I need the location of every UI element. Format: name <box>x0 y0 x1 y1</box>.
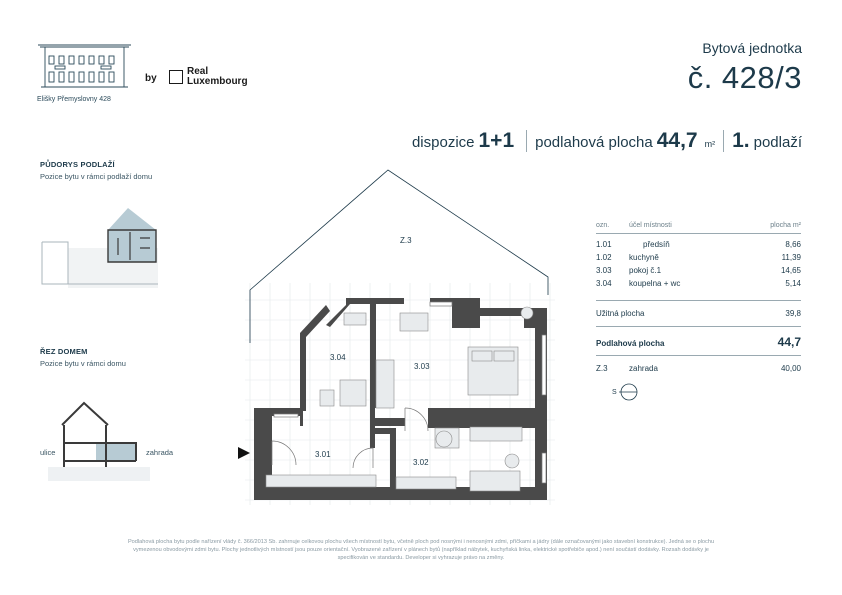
footer-line: vymezenou obvodovými zdmi bytu. Plochy jednotlivých místností jsou pouze orientační. Vyobrazené zařízení v plánech bytů (například nábytek, kuchyňská linka, elektrické spotřebiče apod.) není součástí dodávky. Rozsah dodávky je <box>133 547 709 553</box>
section-label-garden: zahrada <box>146 448 174 457</box>
unit-number: č. 428/3 <box>687 60 802 95</box>
room-area: 5,14 <box>785 279 801 288</box>
plan-label-3-01: 3.01 <box>315 450 331 459</box>
section-subtitle: Pozice bytu v rámci domu <box>40 359 126 368</box>
project-name: Elišky Přemyslovny 428 <box>37 96 111 103</box>
room-id: 3.04 <box>596 279 612 288</box>
podlazi-label: podlaží <box>753 134 802 151</box>
table-row <box>596 240 801 253</box>
floor-position-diagram <box>40 200 160 290</box>
garden-row <box>596 364 801 373</box>
garden-area: 40,00 <box>780 364 801 373</box>
room-name: kuchyně <box>629 253 659 262</box>
room-table <box>596 222 801 373</box>
specs-divider <box>723 130 724 152</box>
north-label: S <box>612 388 617 396</box>
footer-disclaimer <box>40 538 802 562</box>
usable-label: Užitná plocha <box>596 309 645 318</box>
plan-label-garden: Z.3 <box>400 236 412 245</box>
dispozice-label: dispozice <box>411 134 475 151</box>
plan-label-3-03: 3.03 <box>414 362 430 371</box>
room-name: předsíň <box>643 240 670 249</box>
unit-label: Bytová jednotka <box>702 40 802 56</box>
building-logo-icon <box>37 42 132 90</box>
footer-line: Podlahová plocha bytu podle nařízení vlády č. 366/2013 Sb. zahrnuje celkovou plochu všech místností bytu, včetně ploch pod nosnými i nenosnými zdmi, příčkami a jádry (dále označovanými jako stavební konstrukce). Jedná se o plochu <box>127 539 715 545</box>
partner-logo <box>169 67 248 87</box>
header-id: ozn. <box>596 222 610 229</box>
section-title: ŘEZ DOMEM <box>40 347 88 356</box>
room-id: 1.01 <box>596 240 612 249</box>
room-id: 3.03 <box>596 266 612 275</box>
table-header <box>596 222 801 229</box>
floor-plan-subtitle: Pozice bytu v rámci podlaží domu <box>40 172 153 181</box>
floor-value: 44,7 <box>777 335 801 349</box>
section-label-street: ulice <box>40 448 56 457</box>
unit-specs <box>412 129 802 153</box>
header-area: plocha m² <box>770 222 801 229</box>
header-name: účel místnosti <box>629 222 672 229</box>
room-id: 1.02 <box>596 253 612 262</box>
table-divider <box>596 355 801 356</box>
floor-area-row <box>596 335 801 349</box>
garden-id: Z.3 <box>596 364 608 373</box>
table-divider <box>596 326 801 327</box>
table-divider <box>596 300 801 301</box>
compass-icon <box>619 382 639 402</box>
plocha-label: podlahová plocha <box>535 134 653 151</box>
usable-area-row <box>596 309 801 318</box>
room-name: pokoj č.1 <box>629 266 662 275</box>
usable-value: 39,8 <box>785 309 801 318</box>
floor-plan <box>230 165 570 510</box>
partner-name-line2: Luxembourg <box>187 76 248 87</box>
room-area: 14,65 <box>780 266 801 275</box>
podlazi-value: 1. <box>732 129 750 152</box>
table-row <box>596 253 801 266</box>
plocha-value: 44,7 <box>656 129 698 152</box>
by-label: by <box>145 73 157 84</box>
plocha-unit: m² <box>704 139 716 149</box>
north-indicator <box>612 382 639 402</box>
garden-name: zahrada <box>629 364 658 373</box>
room-area: 11,39 <box>781 253 801 262</box>
plan-label-3-04: 3.04 <box>330 353 346 362</box>
room-area: 8,66 <box>785 240 801 249</box>
room-name: koupelna + wc <box>629 279 681 288</box>
floor-label: Podlahová plocha <box>596 339 665 348</box>
partner-name-line1: Real <box>187 66 209 77</box>
specs-divider <box>526 130 527 152</box>
table-divider <box>596 233 801 234</box>
footer-line: specifikován ve standardu. Developer si vyhrazuje právo na změny. <box>337 555 505 561</box>
real-luxembourg-mark-icon <box>169 70 183 84</box>
table-row <box>596 266 801 279</box>
project-logo <box>37 42 132 103</box>
plan-label-3-02: 3.02 <box>413 458 429 467</box>
table-row <box>596 279 801 292</box>
section-diagram <box>40 395 160 485</box>
dispozice-value: 1+1 <box>478 129 515 152</box>
floor-plan-title: PŮDORYS PODLAŽÍ <box>40 160 115 169</box>
